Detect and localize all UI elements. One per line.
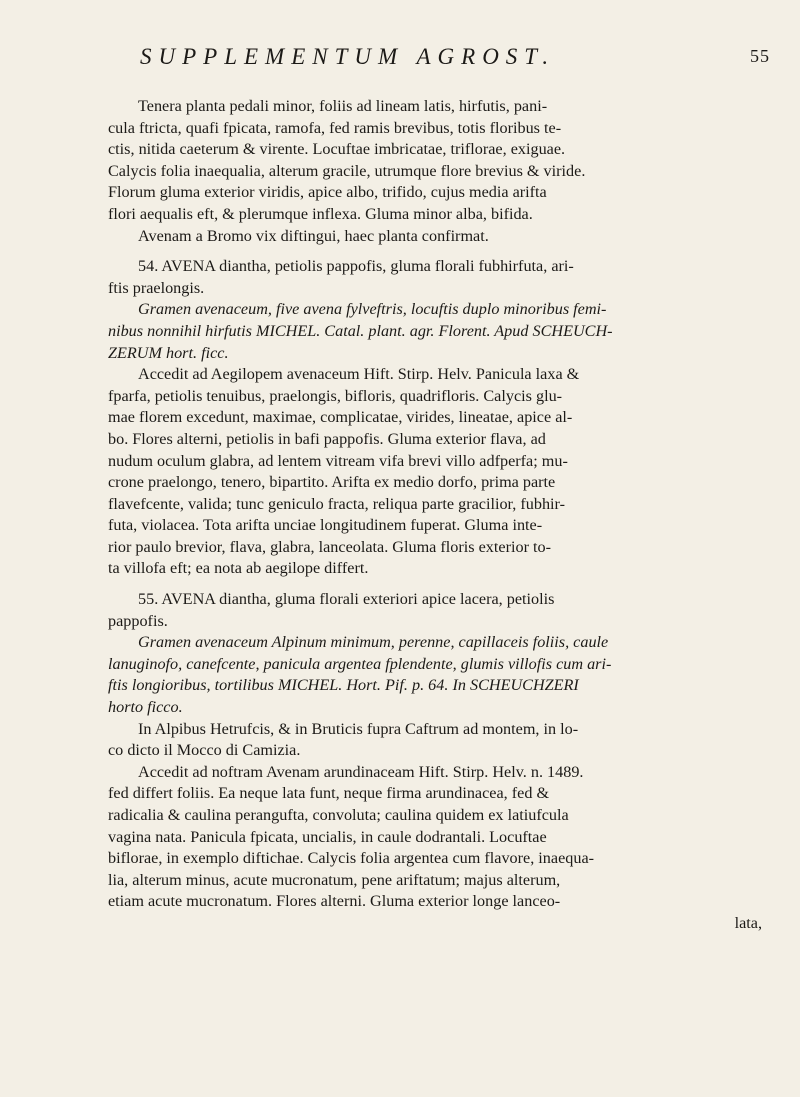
text-line: flori aequalis eft, & plerumque inflexa. Gluma minor alba, bifida. <box>108 204 533 223</box>
text-line: In Alpibus Hetrufcis, & in Bruticis fupra Caftrum ad montem, in lo- <box>138 719 579 738</box>
synonym-line: lanuginofo, canefcente, panicula argentea fplendente, glumis villofis cum ari- <box>108 654 612 673</box>
text-line: biflorae, in exemplo diftichae. Calycis folia argentea cum flavore, inaequa- <box>108 849 595 868</box>
text-line: mae florem excedunt, maximae, complicatae, virides, lineatae, apice al- <box>108 408 573 427</box>
synonym-line: Gramen avenaceum Alpinum minimum, perenne, capillaceis foliis, caule <box>138 633 609 652</box>
text-line: Florum gluma exterior viridis, apice albo, trifido, cujus media arifta <box>108 183 547 202</box>
text-line: fparfa, petiolis tenuibus, praelongis, bifloris, quadrifloris. Calycis glu- <box>108 386 563 405</box>
text-line: ta villofa eft; ea nota ab aegilope differt. <box>108 559 369 578</box>
text-line: radicalia & caulina perangufta, convoluta; caulina quidem ex latiufcula <box>108 806 569 824</box>
body-text <box>108 96 768 935</box>
text-line: cula ftricta, quafi fpicata, ramofa, fed ramis brevibus, totis floribus te- <box>108 118 562 137</box>
species-heading: 54. AVENA diantha, petiolis pappofis, gluma florali fubhirfuta, ari- <box>138 257 574 276</box>
text-line: Tenera planta pedali minor, foliis ad lineam latis, hirfutis, pani- <box>138 97 548 115</box>
synonym-line: nibus nonnihil hirfutis MICHEL. Catal. plant. agr. Florent. Apud SCHEUCH- <box>108 321 613 340</box>
text-line: fed differt foliis. Ea neque lata funt, neque firma arundinacea, fed & <box>108 784 550 803</box>
synonym-line: ftis longioribus, tortilibus MICHEL. Hort. Pif. p. 64. In SCHEUCHZERI <box>108 676 579 695</box>
text-line: ctis, nitida caeterum & virente. Locuftae imbricatae, triflorae, exiguae. <box>108 140 566 159</box>
text-line: pappofis. <box>108 611 168 630</box>
text-line: bo. Flores alterni, petiolis in bafi pappofis. Gluma exterior flava, ad <box>108 429 546 448</box>
text-line: lia, alterum minus, acute mucronatum, pene ariftatum; majus alterum, <box>108 870 561 889</box>
text-line: rior paulo brevior, flava, glabra, lanceolata. Gluma floris exterior to- <box>108 537 551 556</box>
text-line: flavefcente, valida; tunc geniculo fracta, reliqua parte gracilior, fubhir- <box>108 494 565 513</box>
text-line: futa, violacea. Tota arifta unciae longitudinem fuperat. Gluma inte- <box>108 516 543 535</box>
running-head <box>140 44 770 74</box>
running-title: SUPPLEMENTUM AGROST. <box>140 44 556 69</box>
species-heading: 55. AVENA diantha, gluma florali exteriori apice lacera, petiolis <box>138 590 555 609</box>
text-line: ftis praelongis. <box>108 278 205 297</box>
text-line: co dicto il Mocco di Camizia. <box>108 741 301 760</box>
text-line: Accedit ad noftram Avenam arundinaceam Hift. Stirp. Helv. n. 1489. <box>138 762 584 781</box>
text-line: etiam acute mucronatum. Flores alterni. Gluma exterior longe lanceo- <box>108 892 561 911</box>
synonym-line: Gramen avenaceum, five avena fylveftris, locuftis duplo minoribus femi- <box>138 300 607 319</box>
page-number: 55 <box>750 46 770 66</box>
synonym-line: horto ficco. <box>108 698 183 717</box>
synonym-line: ZERUM hort. ficc. <box>108 343 229 362</box>
text-line: Avenam a Bromo vix diftingui, haec planta confirmat. <box>138 226 489 245</box>
text-line: nudum oculum glabra, ad lentem vitream vifa brevi villo adfperfa; mu- <box>108 451 568 470</box>
text-line: Calycis folia inaequalia, alterum gracile, utrumque flore brevius & viride. <box>108 161 586 180</box>
text-line: vagina nata. Panicula fpicata, uncialis, in caule dodrantali. Locuftae <box>108 827 547 846</box>
catchword: lata, <box>734 913 762 932</box>
text-line: Accedit ad Aegilopem avenaceum Hift. Stirp. Helv. Panicula laxa & <box>138 365 580 384</box>
text-line: crone praelongo, tenero, bipartito. Arifta ex medio dorfo, prima parte <box>108 473 556 492</box>
